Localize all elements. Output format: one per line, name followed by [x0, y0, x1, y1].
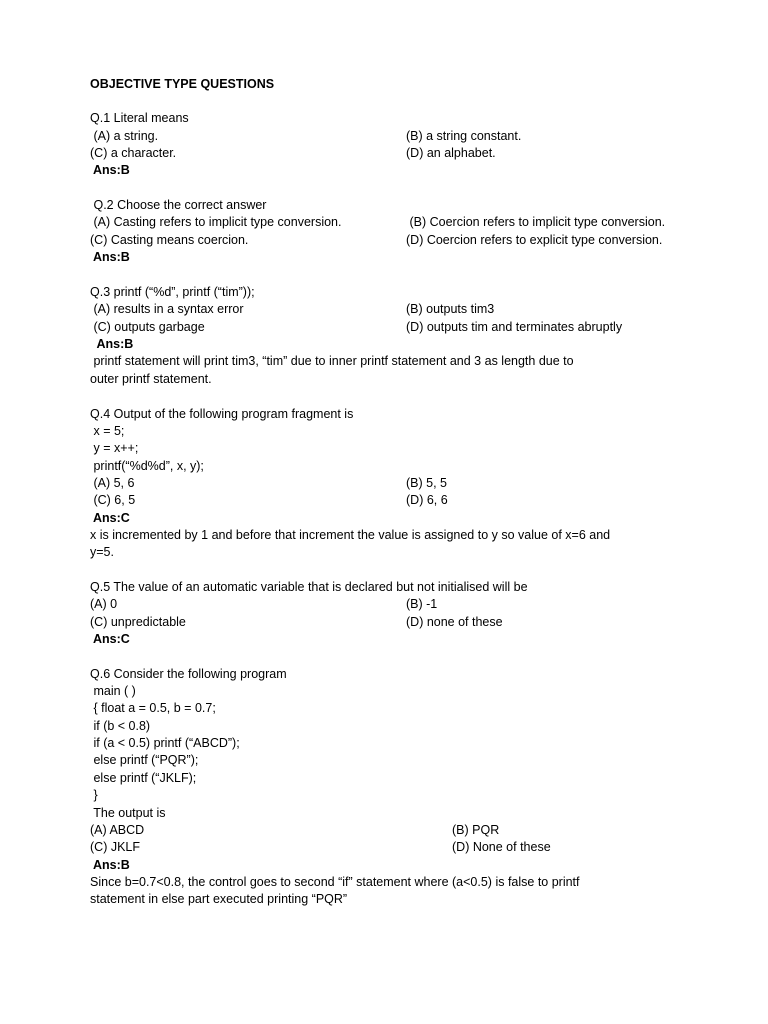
explanation-line: printf statement will print tim3, “tim” due to inner printf statement and 3 as length due to — [90, 354, 574, 368]
option-b: (B) outputs tim3 — [406, 302, 495, 316]
answer: Ans:B — [90, 163, 130, 177]
document-heading: OBJECTIVE TYPE QUESTIONS — [90, 77, 275, 91]
option-b: (B) PQR — [452, 823, 500, 837]
option-a: (A) a string. — [90, 129, 159, 143]
code-line: { float a = 0.5, b = 0.7; — [90, 701, 216, 715]
option-c: (C) unpredictable — [90, 615, 186, 629]
option-b: (B) -1 — [406, 597, 438, 611]
answer: Ans:B — [90, 858, 130, 872]
question-text: Q.6 Consider the following program — [90, 667, 287, 681]
answer: Ans:C — [90, 511, 130, 525]
option-a: (A) 5, 6 — [90, 476, 135, 490]
explanation-line: statement in else part executed printing “PQR” — [90, 892, 348, 906]
code-line: } — [90, 788, 98, 802]
code-line: main ( ) — [90, 684, 136, 698]
option-c: (C) outputs garbage — [90, 320, 205, 334]
question-text: Q.5 The value of an automatic variable that is declared but not initialised will be — [90, 580, 528, 594]
code-line: y = x++; — [90, 441, 139, 455]
code-line: else printf (“JKLF); — [90, 771, 197, 785]
option-a: (A) results in a syntax error — [90, 302, 244, 316]
option-a: (A) 0 — [90, 597, 118, 611]
code-line: if (a < 0.5) printf (“ABCD”); — [90, 736, 240, 750]
explanation-line: x is incremented by 1 and before that increment the value is assigned to y so value of x=6 and — [90, 528, 611, 542]
question-text: Q.3 printf (“%d”, printf (“tim”)); — [90, 285, 255, 299]
code-line: printf(“%d%d”, x, y); — [90, 459, 204, 473]
option-c: (C) JKLF — [90, 840, 140, 854]
option-d: (D) none of these — [406, 615, 503, 629]
option-d: (D) None of these — [452, 840, 551, 854]
option-d: (D) 6, 6 — [406, 493, 448, 507]
explanation-line: outer printf statement. — [90, 372, 212, 386]
output-label: The output is — [90, 806, 166, 820]
question-text: Q.4 Output of the following program fragment is — [90, 407, 354, 421]
option-d: (D) outputs tim and terminates abruptly — [406, 320, 623, 334]
answer: Ans:B — [90, 250, 130, 264]
option-a: (A) Casting refers to implicit type conversion. — [90, 215, 342, 229]
code-line: x = 5; — [90, 424, 125, 438]
explanation-line: y=5. — [90, 545, 114, 559]
option-d: (D) an alphabet. — [406, 146, 496, 160]
answer: Ans:C — [90, 632, 130, 646]
option-d: (D) Coercion refers to explicit type conversion. — [406, 233, 663, 247]
option-c: (C) Casting means coercion. — [90, 233, 249, 247]
option-b: (B) 5, 5 — [406, 476, 447, 490]
code-line: if (b < 0.8) — [90, 719, 151, 733]
explanation-line: Since b=0.7<0.8, the control goes to second “if” statement where (a<0.5) is false to printf — [90, 875, 580, 889]
answer: Ans:B — [90, 337, 134, 351]
question-text: Q.1 Literal means — [90, 111, 189, 125]
option-b: (B) a string constant. — [406, 129, 522, 143]
option-c: (C) 6, 5 — [90, 493, 136, 507]
option-a: (A) ABCD — [90, 823, 145, 837]
option-c: (C) a character. — [90, 146, 177, 160]
question-text: Q.2 Choose the correct answer — [90, 198, 267, 212]
option-b: (B) Coercion refers to implicit type conversion. — [406, 215, 666, 229]
code-line: else printf (“PQR”); — [90, 753, 199, 767]
